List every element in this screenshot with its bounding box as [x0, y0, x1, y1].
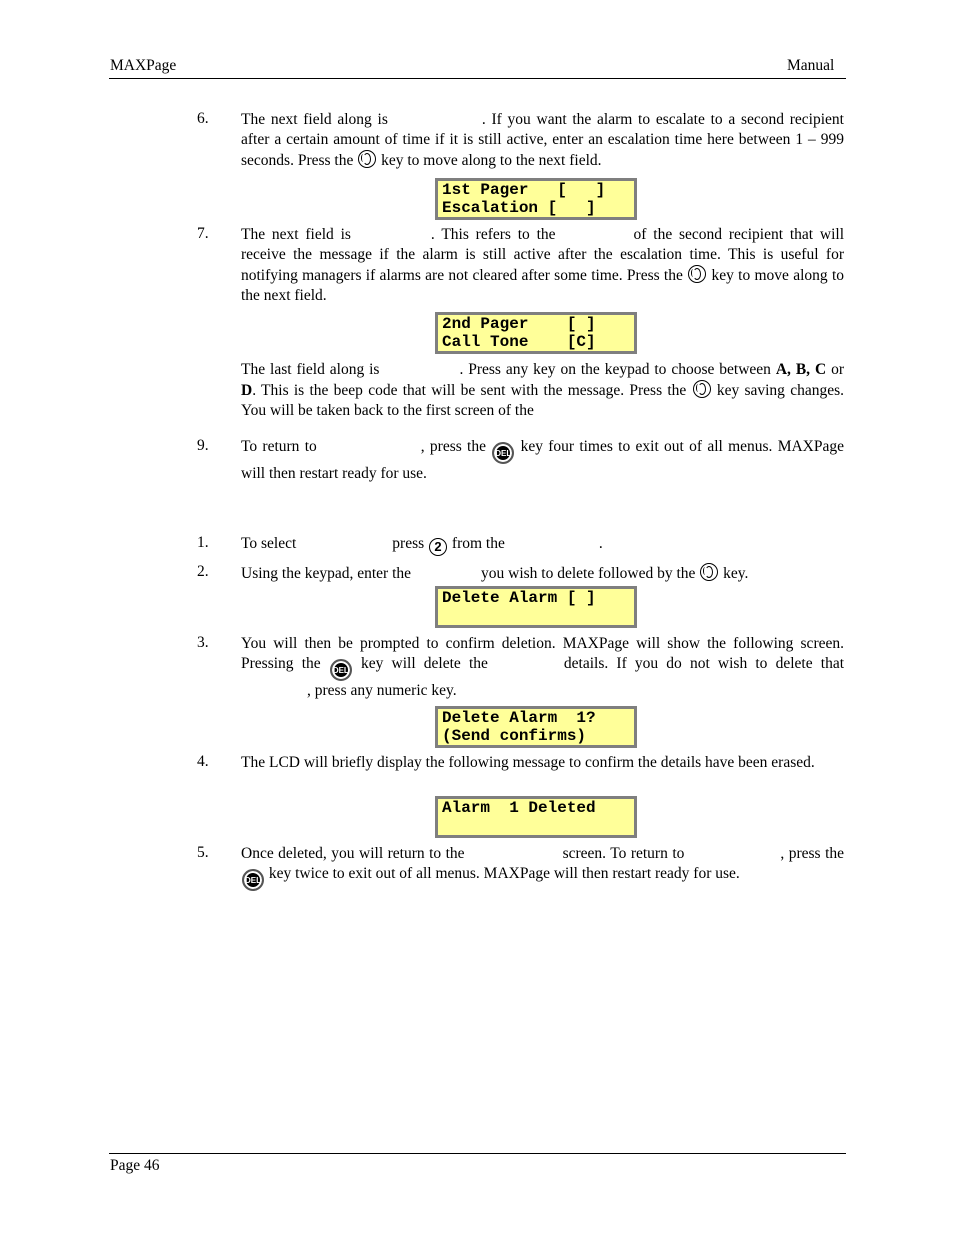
text-run: from the [451, 535, 505, 552]
lcd-confirm-display [435, 706, 637, 748]
text-run: press [392, 535, 425, 552]
text-bold: C [814, 361, 827, 378]
number-2-key-icon: 2 [429, 538, 447, 556]
text-run: key twice to exit out of all menus. MAXPage will then restart ready for use. [268, 865, 740, 882]
lcd-line: 2nd Pager [ ] [442, 315, 596, 333]
text-run: . This is the beep code that will be sent with the message. Press the [252, 382, 687, 399]
step-number: 1. [197, 534, 209, 551]
text-run: you wish to delete followed by the [481, 565, 696, 582]
text-bold: A, B, [775, 361, 811, 378]
text-run: key will delete the [360, 655, 488, 672]
lcd-line: 1st Pager [ ] [442, 181, 606, 199]
step-number: 9. [197, 437, 209, 454]
del-key-icon: DEL [492, 442, 514, 464]
lcd-pager1-display [435, 178, 637, 220]
text-run: press the [788, 845, 845, 862]
step-number: 2. [197, 563, 209, 580]
footer-rule [109, 1153, 846, 1154]
lcd-line: Delete Alarm [ ] [442, 589, 596, 607]
delete-step-4-text: The LCD will briefly display the following message to confirm the details have been erased. [241, 754, 815, 771]
step-8-text [241, 360, 844, 421]
step-6-text [241, 110, 844, 171]
text-run: key saving changes. You will be taken back to the first screen of the [241, 382, 844, 419]
text-run: key four times to exit out of all menus. MAXPage will then restart ready for use. [241, 438, 845, 482]
lcd-line [442, 607, 634, 625]
text-run: The next field is [241, 226, 351, 243]
step-9-text [241, 437, 844, 484]
step-number: 7. [197, 225, 209, 242]
enter-key-icon [700, 563, 718, 581]
lcd-line: Call Tone [C] [442, 333, 596, 351]
lcd-deleted-display [435, 796, 637, 838]
lcd-pager2-display [435, 312, 637, 354]
delete-step-2-text [241, 563, 844, 584]
text-run: To return to [241, 438, 317, 455]
text-run: of the second recipient that will receive the message if the alarm is still active after the escalation time. This is useful for notifying managers if alarms are not cleared after some time. Press the [241, 226, 845, 284]
text-run: To select [241, 535, 297, 552]
text-run: . If you want the alarm to escalate to a second recipient after a certain amount of time if it is still active, enter an escalation time here between 1 – 999 seconds. Press the [241, 111, 844, 169]
text-run: or [831, 361, 845, 378]
lcd-line: (Send confirms) [442, 727, 587, 745]
text-bold: D [241, 382, 253, 399]
step-7-text [241, 225, 844, 306]
text-run: Once deleted, you will return to the [241, 845, 465, 862]
text-run: key to move along to the next field. [381, 152, 602, 169]
step-number: 4. [197, 753, 209, 770]
text-run: , press any numeric key. [307, 682, 457, 699]
text-run: , [780, 845, 785, 862]
text-run: . This refers to the [430, 226, 556, 243]
text-run: . Press any key on the keypad to choose between [459, 361, 771, 378]
enter-key-icon [358, 150, 376, 168]
delete-step-1-text [241, 534, 844, 556]
lcd-line: Delete Alarm 1? [442, 709, 596, 727]
footer-page-number: Page 46 [110, 1157, 160, 1174]
text-run: screen. To return to [562, 845, 685, 862]
text-run: , press the [420, 438, 486, 455]
step-number: 5. [197, 844, 209, 861]
header-manual-label: Manual [787, 57, 835, 74]
lcd-delete-display [435, 586, 637, 628]
text-run: The last field along is [241, 361, 380, 378]
lcd-line: Alarm 1 Deleted [442, 799, 596, 817]
delete-step-3-text [241, 634, 844, 701]
header-doc-title: MAXPage [110, 57, 177, 74]
step-number: 3. [197, 634, 209, 651]
text-run: Using the keypad, enter the [241, 565, 412, 582]
text-run: The next field along is [241, 111, 388, 128]
del-key-icon: DEL [330, 659, 352, 681]
text-run: details. If you do not wish to delete that [563, 655, 845, 672]
lcd-line: Escalation [ ] [442, 199, 596, 217]
enter-key-icon [688, 265, 706, 283]
step-number: 6. [197, 110, 209, 127]
text-run: key to move along to the next field. [241, 267, 844, 304]
del-key-icon: DEL [242, 869, 264, 891]
lcd-line [442, 817, 634, 835]
text-run: . [598, 535, 603, 552]
header-rule [109, 78, 846, 79]
text-run: You will then be prompted to confirm deletion. MAXPage will show the following screen. Pressing the [241, 635, 844, 672]
delete-step-5-text [241, 844, 844, 891]
text-run: key. [723, 565, 749, 582]
enter-key-icon [693, 380, 711, 398]
